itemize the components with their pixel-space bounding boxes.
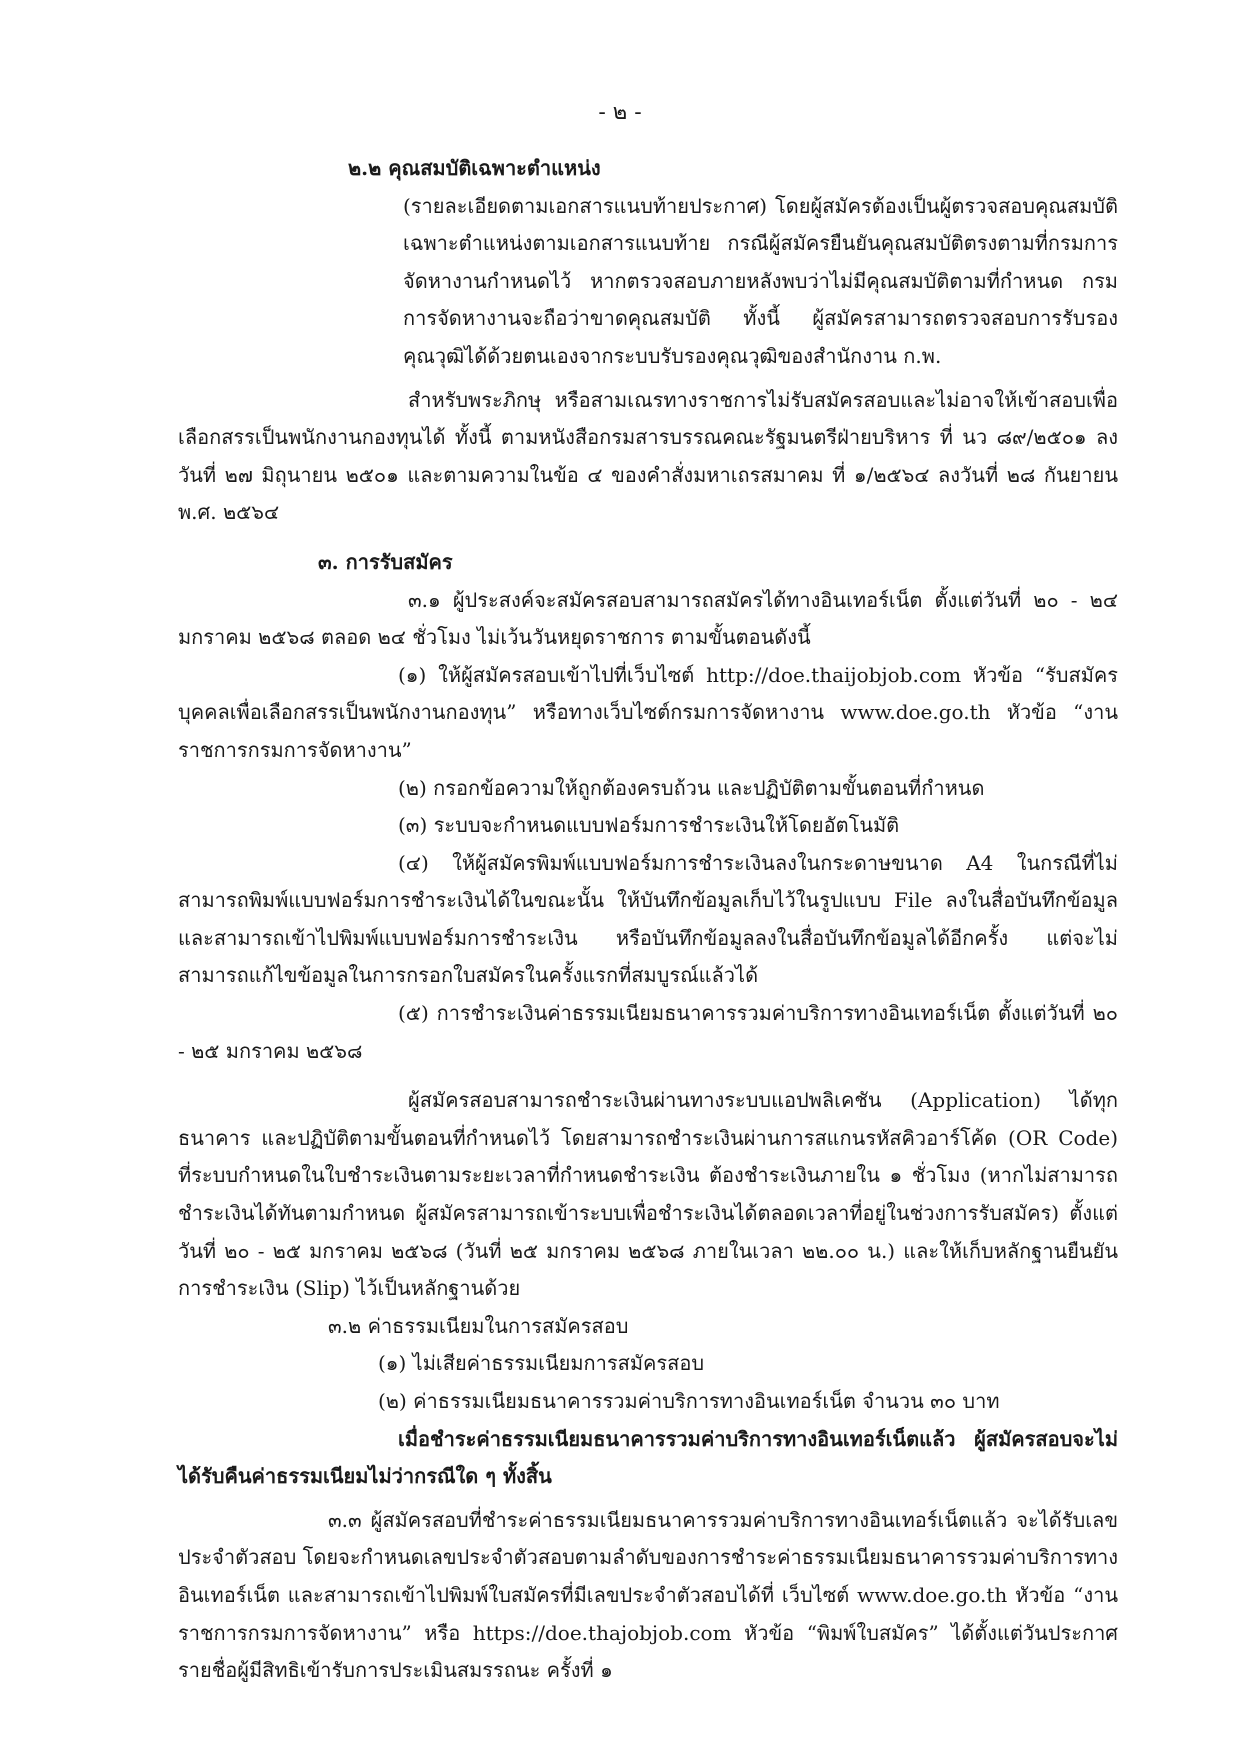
section-3-heading: ๓. การรับสมัคร — [318, 549, 453, 574]
item-3-2: ๓.๒ ค่าธรรมเนียมในการสมัครสอบ — [328, 1313, 629, 1338]
section-2-2-paragraph: (รายละเอียดตามเอกสารแนบท้ายประกาศ) โดยผู้สมัครต้องเป็นผู้ตรวจสอบคุณสมบัติเฉพาะตำแหน่งตามเอกสารแนบท้าย กรณีผู้สมัครยืนยันคุณสมบัติตรงตามที่กรมการจัดหางานกำหนดไว้ หากตรวจสอบภายหลังพบว่าไม่มีคุณสมบัติตามที่กำหนด กรมการจัดหางานจะถือว่าขาดคุณสมบัติ ทั้งนี้ ผู้สมัครสามารถตรวจสอบการรับรองคุณวุฒิได้ด้วยตนเองจากระบบรับรองคุณวุฒิของสำนักงาน ก.พ. — [403, 193, 1118, 368]
fee-note: เมื่อชำระค่าธรรมเนียมธนาคารรวมค่าบริการทางอินเทอร์เน็ตแล้ว ผู้สมัครสอบจะไม่ได้รับคืนค่าธรรมเนียมไม่ว่ากรณีใด ๆ ทั้งสิ้น — [178, 1426, 1118, 1489]
step-5: (๕) การชำระเงินค่าธรรมเนียมธนาคารรวมค่าบริการทางอินเทอร์เน็ต ตั้งแต่วันที่ ๒๐ - ๒๕ มกราคม ๒๕๖๘ — [178, 1001, 1118, 1063]
step-1: (๑) ให้ผู้สมัครสอบเข้าไปที่เว็บไซต์ http://doe.thaijobjob.com หัวข้อ “รับสมัครบุคคลเพื่อเลือกสรรเป็นพนักงานกองทุน” หรือทางเว็บไซต์กรมการจัดหางาน www.doe.go.th หัวข้อ “งานราชการกรมการจัดหางาน” — [178, 662, 1118, 762]
document-body — [178, 150, 1118, 1690]
page-number: - ๒ - — [598, 100, 642, 125]
step-3: (๓) ระบบจะกำหนดแบบฟอร์มการชำระเงินให้โดยอัตโนมัติ — [398, 813, 900, 838]
step-4: (๔) ให้ผู้สมัครพิมพ์แบบฟอร์มการชำระเงินลงในกระดาษขนาด A4 ในกรณีที่ไม่สามารถพิมพ์แบบฟอร์มการชำระเงินได้ในขณะนั้น ให้บันทึกข้อมูลเก็บไว้ในรูปแบบ File ลงในสื่อบันทึกข้อมูล และสามารถเข้าไปพิมพ์แบบฟอร์มการชำระเงิน หรือบันทึกข้อมูลลงในสื่อบันทึกข้อมูลได้อีกครั้ง แต่จะไม่สามารถแก้ไขข้อมูลในการกรอกใบสมัครในครั้งแรกที่สมบูรณ์แล้วได้ — [178, 850, 1118, 988]
monk-restriction-paragraph: สำหรับพระภิกษุ หรือสามเณรทางราชการไม่รับสมัครสอบและไม่อาจให้เข้าสอบเพื่อเลือกสรรเป็นพนักงานกองทุนได้ ทั้งนี้ ตามหนังสือกรมสารบรรณคณะรัฐมนตรีฝ่ายบริหาร ที่ นว ๘๙/๒๕๐๑ ลงวันที่ ๒๗ มิถุนายน ๒๕๐๑ และตามความในข้อ ๔ ของคำสั่งมหาเถรสมาคม ที่ ๑/๒๕๖๔ ลงวันที่ ๒๘ กันยายน พ.ศ. ๒๕๖๔ — [178, 387, 1118, 525]
fee-1: (๑) ไม่เสียค่าธรรมเนียมการสมัครสอบ — [378, 1351, 705, 1376]
item-3-3: ๓.๓ ผู้สมัครสอบที่ชำระค่าธรรมเนียมธนาคารรวมค่าบริการทางอินเทอร์เน็ตแล้ว จะได้รับเลขประจำตัวสอบ โดยจะกำหนดเลขประจำตัวสอบตามลำดับของการชำระค่าธรรมเนียมธนาคารรวมค่าบริการทางอินเทอร์เน็ต และสามารถเข้าไปพิมพ์ใบสมัครที่มีเลขประจำตัวสอบได้ที่ เว็บไซต์ www.doe.go.th หัวข้อ “งานราชการกรมการจัดหางาน” หรือ https://doe.thajobjob.com หัวข้อ “พิมพ์ใบสมัคร” ได้ตั้งแต่วันประกาศรายชื่อผู้มีสิทธิเข้ารับการประเมินสมรรถนะ ครั้งที่ ๑ — [178, 1507, 1118, 1683]
payment-paragraph: ผู้สมัครสอบสามารถชำระเงินผ่านทางระบบแอปพลิเคชัน (Application) ได้ทุกธนาคาร และปฏิบัติตามขั้นตอนที่กำหนดไว้ โดยสามารถชำระเงินผ่านการสแกนรหัสคิวอาร์โค้ด (OR Code) ที่ระบบกำหนดในใบชำระเงินตามระยะเวลาที่กำหนดชำระเงิน ต้องชำระเงินภายใน ๑ ชั่วโมง (หากไม่สามารถชำระเงินได้ทันตามกำหนด ผู้สมัครสามารถเข้าระบบเพื่อชำระเงินได้ตลอดเวลาที่อยู่ในช่วงการรับสมัคร) ตั้งแต่วันที่ ๒๐ - ๒๕ มกราคม ๒๕๖๘ (วันที่ ๒๕ มกราคม ๒๕๖๘ ภายในเวลา ๒๒.๐๐ น.) และให้เก็บหลักฐานยืนยันการชำระเงิน (Slip) ไว้เป็นหลักฐานด้วย — [178, 1088, 1118, 1301]
step-2: (๒) กรอกข้อความให้ถูกต้องครบถ้วน และปฏิบัติตามขั้นตอนที่กำหนด — [398, 775, 985, 800]
section-2-2-heading: ๒.๒ คุณสมบัติเฉพาะตำแหน่ง — [348, 156, 601, 180]
fee-2: (๒) ค่าธรรมเนียมธนาคารรวมค่าบริการทางอินเทอร์เน็ต จำนวน ๓๐ บาท — [378, 1389, 1000, 1413]
item-3-1: ๓.๑ ผู้ประสงค์จะสมัครสอบสามารถสมัครได้ทางอินเทอร์เน็ต ตั้งแต่วันที่ ๒๐ - ๒๔ มกราคม ๒๕๖๘ ตลอด ๒๔ ชั่วโมง ไม่เว้นวันหยุดราชการ ตามขั้นตอนดังนี้ — [178, 587, 1118, 650]
